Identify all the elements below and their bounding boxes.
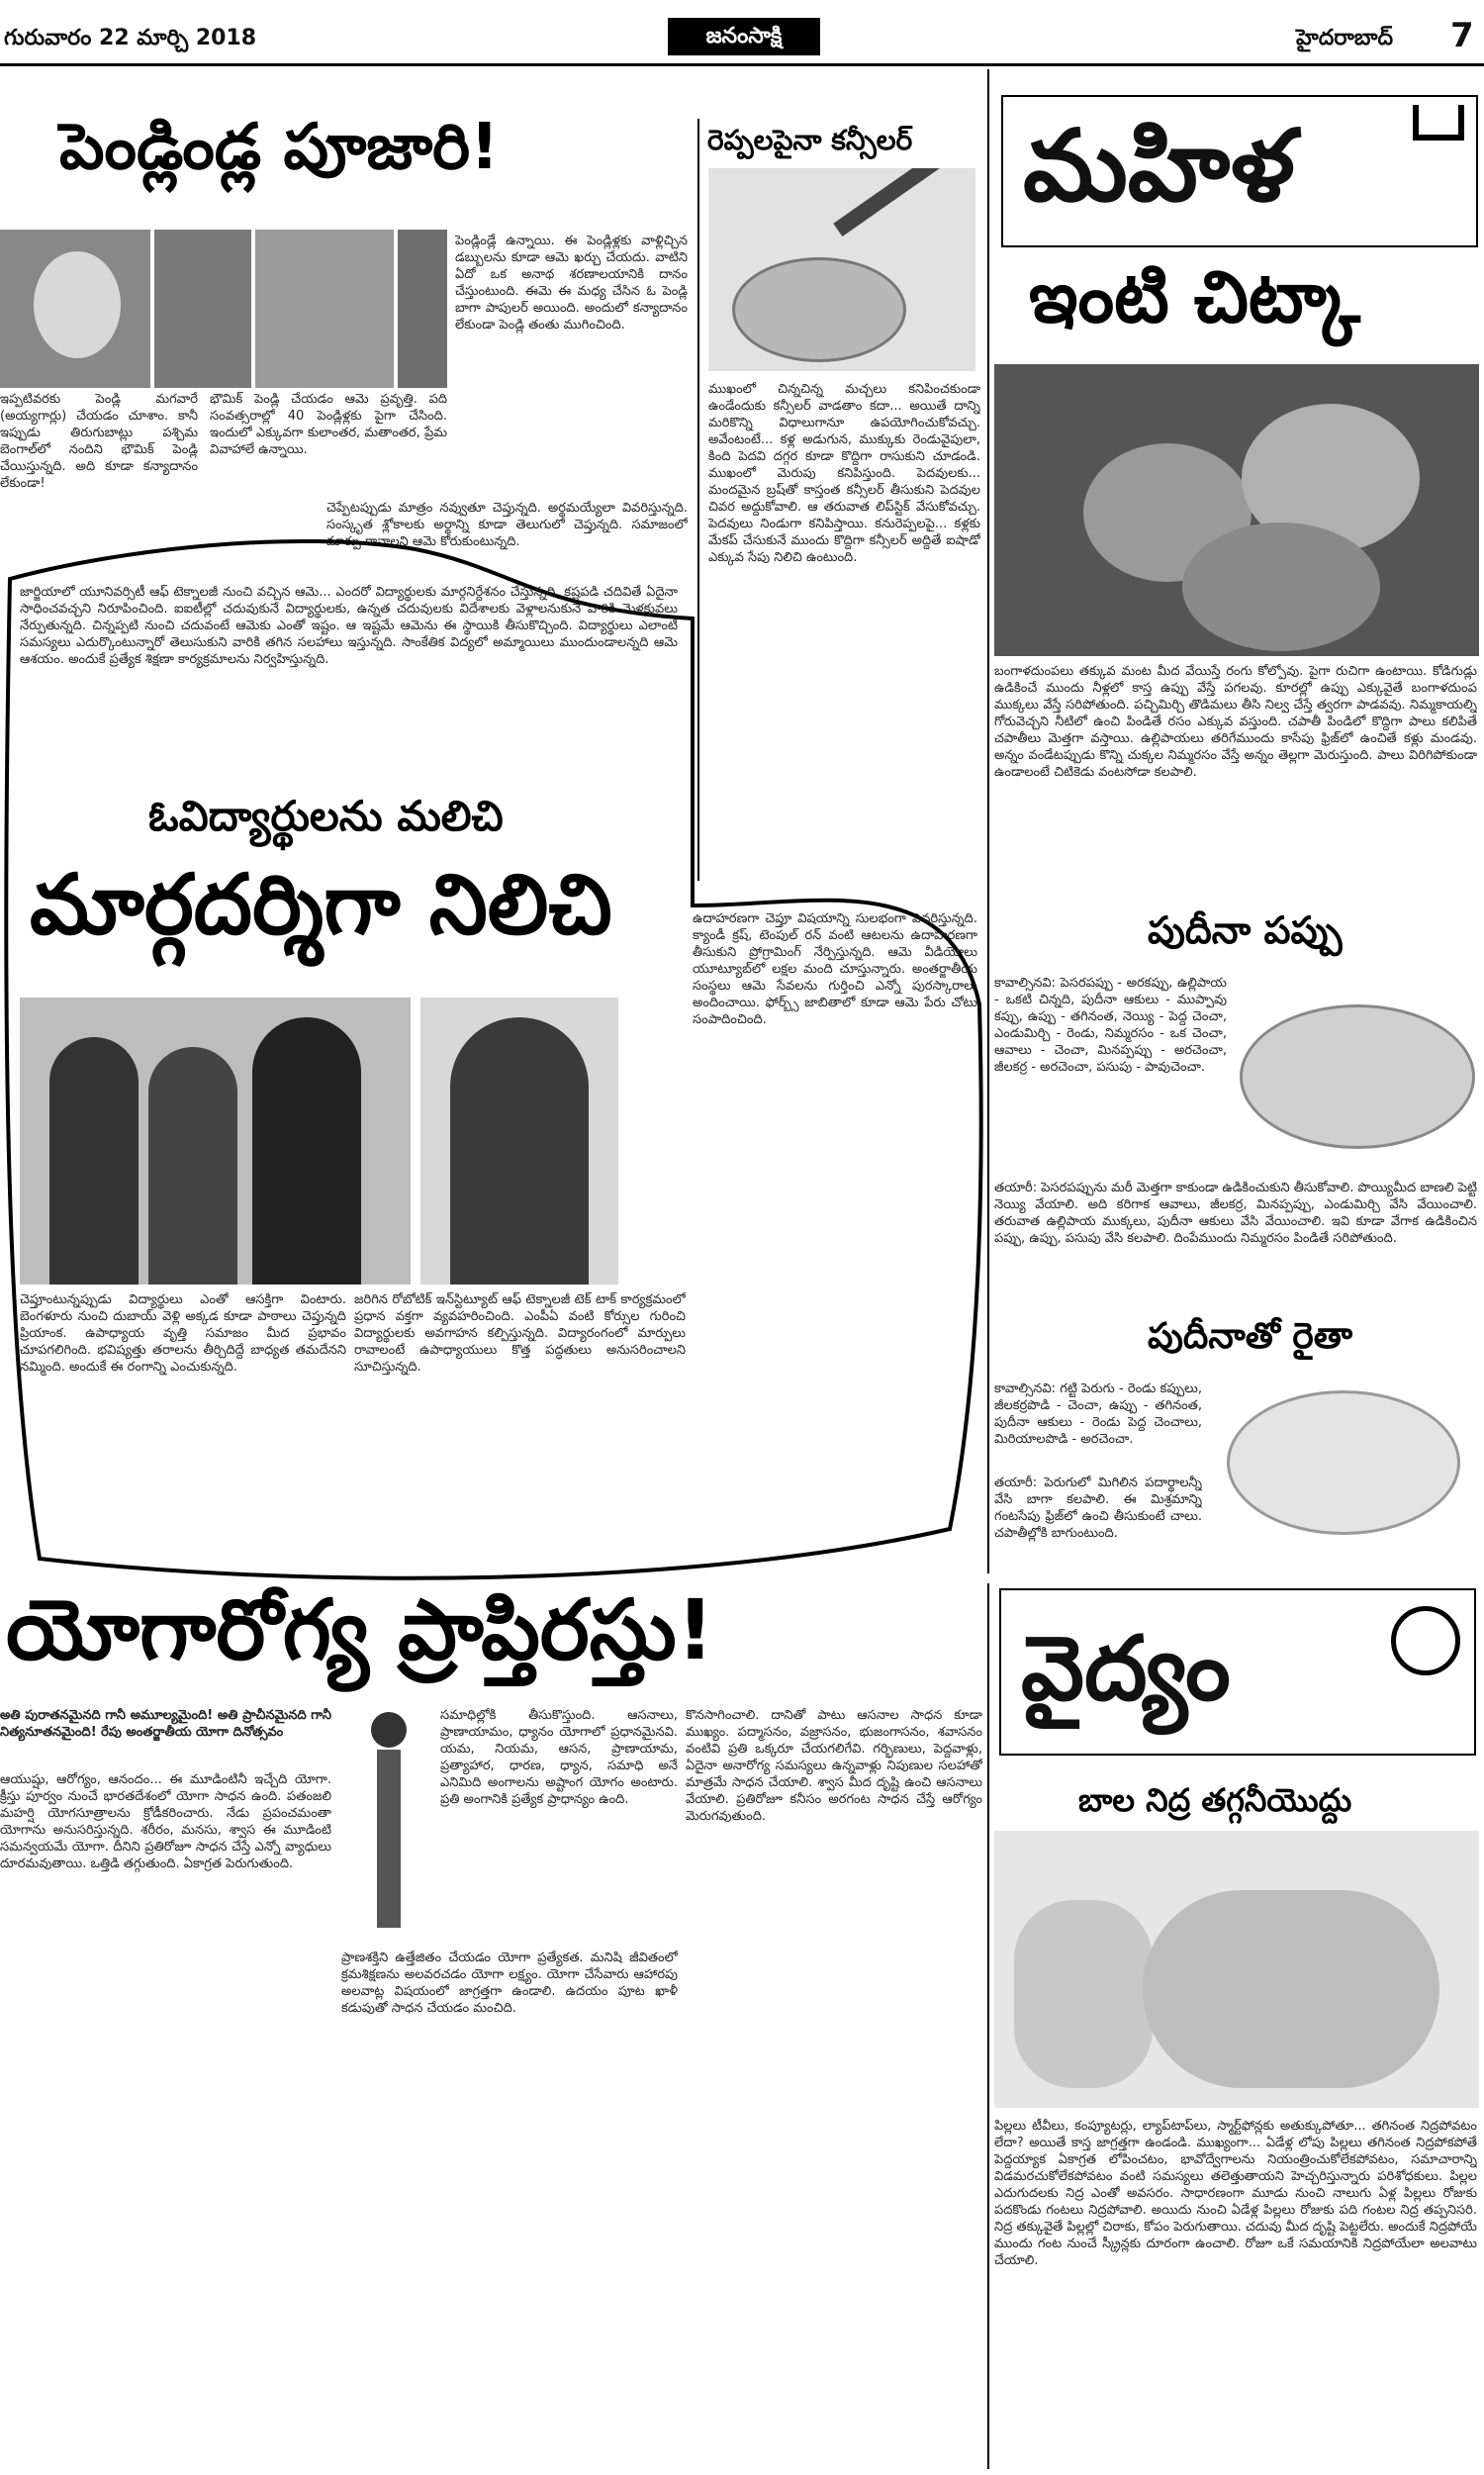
brush-icon bbox=[833, 168, 939, 237]
priyanka-text-bottom-right: జరిగిన రోబోటిక్ ఇన్‌స్టిట్యూట్ ఆఫ్ టెక్నాలజీ టెక్ టాక్ కార్యక్రమంలో ప్రధాన వక్తగా వ్యవహరించింది. ఎంపీఏ వంటి కోర్సుల గురించి విద్యార్థులకు అవగాహన కల్పిస్తున్నది. విద్యారంగంలో మార్పులు రావాలంటే ఉపాధ్యాయులు కొత్త పద్ధతులు అనుసరించాలని సూచిస్తున్నది. bbox=[354, 1292, 686, 1375]
masthead-logo bbox=[668, 18, 820, 55]
mahila-photo-potatoes bbox=[994, 364, 1479, 656]
vaidyam-title: బాల నిద్ర తగ్గనీయొద్దు bbox=[1078, 1781, 1352, 1819]
vaidyam-banner bbox=[999, 1588, 1476, 1756]
yoga-col2b-text: ప్రాణశక్తిని ఉత్తేజితం చేయడం యోగా ప్రత్యేకత. మనిషి జీవితంలో క్రమశిక్షణను అలవరచడం యోగా లక్ష్యం. యోగా చేసేవారు ఆహారపు అలవాట్ల విషయంలో జాగ్రత్తగా ఉండాలి. ఉదయం పూట ఖాళీ కడుపుతో సాధన చేయడం మంచిది. bbox=[341, 1951, 678, 2016]
baby-figure bbox=[1143, 1890, 1439, 2088]
priyanka-text-top: జార్జియాలో యూనివర్సిటీ ఆఫ్ టెక్నాలజీ నుంచి వచ్చిన ఆమె... ఎందరో విద్యార్థులకు మార్గనిర్దేశనం చేస్తున్నది. కష్టపడి చదివితే ఏదైనా సాధించవచ్చని నిరూపించింది. ఐఐటీల్లో చదువుకునే విద్యార్థులకు, ఉన్నత చదువులకు విదేశాలకు వెళ్లాలనుకునే వారికి మెళకువలు నేర్పుతున్నది. చిన్నప్పటి నుంచి చదువంటే ఆమెకు ఎంతో ఇష్టం. ఆ ఇష్టమే ఆమెను ఈ స్థాయికి తీసుకొచ్చింది. విద్యార్థులు ఎలాంటి సమస్యలు ఎదుర్కొంటున్నారో తెలుసుకుని వారికి తగిన సలహాలు ఇస్తున్నది. సాంకేతిక విద్యలో అమ్మాయిలు ముందుండాలన్నది ఆమె ఆశయం. అందుకే ప్రత్యేక శిక్షణా కార్యక్రమాలను నిర్వహిస్తున్నది. bbox=[20, 585, 678, 667]
vaidyam-photo-sleeping-baby bbox=[994, 1831, 1479, 2108]
person-1 bbox=[49, 1037, 139, 1285]
divider-vertical-3 bbox=[987, 1583, 989, 2469]
crown-icon bbox=[1413, 105, 1464, 141]
yoga-col2-text: సమాధిల్లోకి తీసుకొస్తుంది. ఆసనాలు, ప్రాణాయామం, ధ్యానం యోగాలో ప్రధానమైనవి. యమ, నియమ, ఆసన, ప్రాణాయామ, ప్రత్యాహార, ధారణ, ధ్యాన, సమాధి అనే ఎనిమిది అంగాలను అష్టాంగ యోగం అంటారు. ప్రతి అంగానికి ప్రత్యేక ప్రాధాన్యం ఉంది. bbox=[440, 1708, 678, 1807]
concealer-photo bbox=[708, 168, 975, 371]
edition-city: హైదరాబాద్ bbox=[1296, 26, 1393, 50]
pujari-col4-text: చెప్పేటప్పుడు మాత్రం నవ్వుతూ చెప్తున్నది. అర్థమయ్యేలా వివరిస్తున్నది. సంస్కృత శ్లోకాలకు అర్థాన్ని కూడా తెలుగులో చెప్తున్నది. సమాజంలో మార్పు రావాలని ఆమె కోరుకుంటున్నది. bbox=[326, 501, 688, 549]
pujari-col2-text: పెండ్లిండ్లే ఉన్నాయి. ఈ పెండ్లిళ్లకు వాళ్లిచ్చిన డబ్బులను కూడా ఆమె ఖర్చు చేయదు. వాటిని ఏదో ఒక అనాథ శరణాలయానికి దానం చేస్తుంటుంది. ఈమె ఈ మధ్య చేసిన ఓ పెండ్లి బాగా పాపులర్ అయింది. అందులో కన్యాదానం లేకుండా పెండ్లి తంతు ముగించింది. bbox=[455, 234, 688, 333]
raita-method: తయారీ: పెరుగులో మిగిలిన పదార్థాలన్నీ వేసి బాగా కలపాలి. ఈ మిశ్రమాన్ని గంటసేపు ఫ్రిజ్‌లో ఉంచి తీసుకుంటే చాలు. చపాతీల్లోకి బాగుంటుంది. bbox=[994, 1475, 1202, 1541]
priyanka-kicker: ఓవిద్యార్థులను మలిచి bbox=[148, 792, 504, 840]
priyanka-text-right: ఉదాహరణగా చెప్తూ విషయాన్ని సులభంగా వివరిస్తున్నది. క్యాండీ క్రష్, టెంపుల్ రన్ వంటి ఆటలను ఉదాహరణగా తీసుకుని ప్రోగ్రామింగ్ నేర్పిస్తున్నది. ఆమె వీడియోలు యూట్యూబ్‌లో లక్షల మంది చూస్తున్నారు. అంతర్జాతీయ సంస్థలు ఆమె సేవలను గుర్తించి ఎన్నో పురస్కారాలు అందించాయి. ఫోర్బ్స్ జాబితాలో కూడా ఆమె పేరు చోటు సంపాదించింది. bbox=[693, 911, 977, 1027]
priyanka-text-bottom-left: చెప్తూంటున్నప్పుడు విద్యార్థులు ఎంతో ఆసక్తిగా వింటారు. బెంగళూరు నుంచి దుబాయ్ వెళ్లి అక్కడ కూడా పాఠాలు చెప్తున్నది ప్రియాంక. ఉపాధ్యాయ వృత్తి సమాజం మీద ప్రభావం చూపగలిగింది. భవిష్యత్తు తరాలను తీర్చిదిద్దే బాధ్యత తమదేనని నమ్మింది. అందుకే ఈ రంగాన్ని ఎంచుకున్నది. bbox=[20, 1292, 346, 1375]
teddy-bear bbox=[1014, 1900, 1153, 2088]
potato-3 bbox=[1182, 523, 1380, 651]
pujari-photo-ceremony-2 bbox=[255, 230, 394, 388]
yoga-pose-figure bbox=[371, 1712, 407, 1748]
issue-date: గురువారం 22 మార్చి 2018 bbox=[4, 26, 257, 50]
raita-photo bbox=[1207, 1371, 1474, 1549]
yoga-pose-body bbox=[377, 1750, 401, 1928]
portrait-person bbox=[450, 1017, 589, 1285]
concealer-pot bbox=[732, 257, 906, 362]
concealer-text: ముఖంలో చిన్నచిన్న మచ్చలు కనిపించకుండా ఉండేందుకు కన్సీలర్ వాడతాం కదా... అయితే దాన్ని మరికొన్ని విధాలుగానూ ఉపయోగించుకోవచ్చు. అవేంటంటే... కళ్ల అడుగున, ముక్కుకు రెండువైపులా, కింది పెదవి దగ్గర కూడా కొద్దిగా రాసుకుని చూడండి. ముఖంలో మెరుపు కనిపిస్తుంది. పెదవులకు... మందమైన బ్రష్‌తో కాస్తంత కన్సీలర్ తీసుకుని పెదవుల చివర అద్దుకోవాలి. ఆ తరువాత లిప్‌స్టిక్ వేసుకోవచ్చు. పెదవులు నిండుగా కనిపిస్తాయి. కనురెప్పలపై... కళ్లకు మేకప్ చేసుకునే ముందు కొద్దిగా కన్సీలర్ అద్దితే ఐషాడో ఎక్కువ సేపు నిలిచి ఉంటుంది. bbox=[708, 382, 980, 565]
yoga-title: యోగారోగ్య ప్రాప్తిరస్తు! bbox=[6, 1581, 714, 1678]
yoga-photo bbox=[341, 1702, 435, 1940]
raita-ingredients: కావాల్సినవి: గట్టి పెరుగు - రెండు కప్పులు, జీలకర్రపొడి - చెంచా, ఉప్పు - తగినంత, పుదీనా ఆకులు - రెండు పెద్ద చెంచాలు, మిరియాలపొడి - అరచెంచా. bbox=[994, 1381, 1202, 1447]
priyanka-photo-group bbox=[20, 998, 411, 1285]
pujari-col3-text: భౌమిక్ పెండ్లి చేయడం ఆమె ప్రవృత్తి. పది సంవత్సరాల్లో 40 పెండ్లిళ్లకు పైగా చేసింది. ఇందులో ఎక్కువగా కులాంతర, మతాంతర, ప్రేమ వివాహాలే ఉన్నాయి. bbox=[210, 392, 447, 457]
priyanka-photo-portrait bbox=[420, 998, 618, 1285]
header-rule bbox=[0, 63, 1484, 66]
page-number: 7 bbox=[1450, 16, 1474, 55]
mahila-subtitle: ఇంటి చిట్కా bbox=[1029, 255, 1360, 338]
masthead-name: జనంసాక్షి bbox=[705, 24, 783, 48]
pappu-photo bbox=[1232, 975, 1479, 1173]
yoga-intro: అతి పురాతనమైనది గానీ అమూల్యమైంది! అతి ప్రాచీనమైనది గానీ నిత్యనూతనమైంది! రేపు అంతర్జాతీయ యోగా దినోత్సవం bbox=[0, 1708, 331, 1740]
raita-bowl bbox=[1227, 1390, 1460, 1535]
vaidyam-banner-text: వైద్యం bbox=[1021, 1617, 1231, 1721]
pappu-title: పుదీనా పప్పు bbox=[1148, 908, 1343, 952]
stethoscope-icon bbox=[1391, 1606, 1460, 1675]
pappu-method: తయారీ: పెసరపప్పును మరీ మెత్తగా కాకుండా ఉడికించుకుని తీసుకోవాలి. పొయ్యిమీద బాణలి పెట్టి నెయ్యి వేయాలి. అది కరిగాక ఆవాలు, జీలకర్ర, మినప్పప్పు, ఎండుమిర్చి వేసి వేయించాలి. తరువాత ఉల్లిపాయ ముక్కలు, పుదీనా ఆకులు వేసి వేయించాలి. ఇవి కూడా వేగాక ఉడికించిన పప్పు, ఉప్పు, పసుపు వేసి కలపాలి. దింపేముందు నిమ్మరసం పిండితే సరిపోతుంది. bbox=[994, 1181, 1477, 1246]
person-3 bbox=[252, 1017, 361, 1285]
pujari-photo-portrait bbox=[0, 230, 150, 388]
pappu-ingredients: కావాల్సినవి: పెసరపప్పు - అరకప్పు, ఉల్లిపాయ - ఒకటి చిన్నది, పుదీనా ఆకులు - ముప్పావు కప్పు, ఉప్పు - తగినంత, నెయ్యి - పెద్ద చెంచా, ఎండుమిర్చి - రెండు, నిమ్మరసం - ఒక చెంచా, ఆవాలు - చెంచా, మినప్పప్పు - అరచెంచా, జీలకర్ర - అరచెంచా, పసుపు - పావుచెంచా. bbox=[994, 976, 1227, 1075]
mahila-banner-text: మహిళ bbox=[1023, 108, 1295, 224]
pujari-photo-ceremony-3 bbox=[398, 230, 447, 388]
page-header bbox=[0, 0, 1484, 69]
yoga-col1-text: ఆయుష్షు, ఆరోగ్యం, ఆనందం... ఈ మూడింటినీ ఇచ్చేది యోగా. క్రీస్తు పూర్వం నుంచే భారతదేశంలో యోగా సాధన ఉంది. పతంజలి మహర్షి యోగసూత్రాలను క్రోడీకరించారు. నేడు ప్రపంచమంతా యోగాను అనుసరిస్తున్నది. శరీరం, మనసు, శ్వాస ఈ మూడింటి సమన్వయమే యోగా. దీనిని ప్రతిరోజూ సాధన చేస్తే ఎన్నో వ్యాధులు దూరమవుతాయి. ఒత్తిడి తగ్గుతుంది. ఏకాగ్రత పెరుగుతుంది. bbox=[0, 1772, 331, 1871]
priyanka-title: మార్గదర్శిగా నిలిచి bbox=[30, 856, 612, 953]
pujari-title: పెండ్లిండ్ల పూజారి! bbox=[59, 111, 500, 184]
mahila-tips-text: బంగాళదుంపలు తక్కువ మంట మీద వేయిస్తే రంగు కోల్పోవు. పైగా రుచిగా ఉంటాయి. కోడిగుడ్లు ఉడికించే ముందు నీళ్లలో కాస్త ఉప్పు వేస్తే పగలవు. కూరల్లో ఉప్పు ఎక్కువైతే బంగాళదుంప ముక్కలు వేస్తే సరిపోతుంది. పచ్చిమిర్చి తొడిమలు తీసి నిల్వ చేస్తే త్వరగా పాడవవు. నిమ్మకాయల్ని గోరువెచ్చని నీటిలో ఉంచి పిండితే రసం ఎక్కువ వస్తుంది. చపాతీ పిండిలో కొద్దిగా పాలు కలిపితే చపాతీలు మెత్తగా వస్తాయి. ఉల్లిపాయలు తరిగేముందు కాసేపు ఫ్రిజ్‌లో ఉంచితే కళ్లు మండవు. అన్నం వండేటప్పుడు కొన్ని చుక్కల నిమ్మరసం వేస్తే అన్నం తెల్లగా మెరుస్తుంది. పాలు విరిగిపోకుండా ఉండాలంటే చిటికెడు వంటసోడా కలపాలి. bbox=[994, 664, 1477, 780]
portrait-face bbox=[34, 251, 121, 358]
pujari-photo-ceremony-1 bbox=[154, 230, 251, 388]
pujari-col1-text: ఇప్పటివరకు పెండ్లి మగవారే (అయ్యగార్లు) చేయడం చూశాం. కానీ ఇప్పుడు తిరుగుబాట్లు పశ్చిమ బెంగాల్‌లో నందిని భౌమిక్ పెండ్లి చేయిస్తున్నది. అది కూడా కన్యాదానం లేకుండా! bbox=[0, 392, 198, 490]
mahila-banner bbox=[1001, 95, 1478, 247]
person-2 bbox=[148, 1047, 237, 1285]
raita-title: పుదీనాతో రైతా bbox=[1148, 1316, 1353, 1357]
vaidyam-text: పిల్లలు టీవీలు, కంప్యూటర్లు, ల్యాప్‌టాప్‌లు, స్మార్ట్‌ఫోన్లకు అతుక్కుపోతూ... తగినంత నిద్రపోవటం లేదా? అయితే కాస్త జాగ్రత్తగా ఉండండి. ముఖ్యంగా... ఏడేళ్ల లోపు పిల్లలు తగినంత నిద్రపోకపోతే పెద్దయ్యాక ఏకాగ్రత లోపించటం, భావోద్వేగాలను నియంత్రించుకోలేకపోవటం, సమాచారాన్ని విడమరచుకోలేకపోవటం వంటి సమస్యలు తలెత్తుతాయని హెచ్చరిస్తున్నారు పరిశోధకులు. పిల్లల ఎదుగుదలకు నిద్ర ఎంతో అవసరం. సాధారణంగా మూడు నుంచి నాలుగు ఏళ్ల పిల్లలు రోజుకు పదకొండు గంటలు నిద్రపోవాలి. అయిదు నుంచి ఏడేళ్ల పిల్లలు రోజుకు పది గంటల నిద్ర తప్పనిసరి. నిద్ర తక్కువైతే పిల్లల్లో చిరాకు, కోపం పెరుగుతాయి. చదువు మీద దృష్టి పెట్టలేరు. అందుకే నిద్రపోయే ముందు గంట నుంచే స్క్రీన్లకు దూరంగా ఉంచాలి. రోజూ ఒకే సమయానికి నిద్రపోయేలా అలవాటు చేయాలి. bbox=[994, 2119, 1477, 2268]
pappu-bowl bbox=[1240, 1004, 1475, 1149]
yoga-col3-text: కొనసాగించాలి. దానితో పాటు ఆసనాల సాధన కూడా ముఖ్యం. పద్మాసనం, వజ్రాసనం, భుజంగాసనం, శవాసనం వంటివి ప్రతి ఒక్కరూ చేయగలిగేవి. గర్భిణులు, పెద్దవాళ్లు, ఏదైనా అనారోగ్య సమస్యలు ఉన్నవాళ్లు నిపుణుల సలహాతో మాత్రమే సాధన చేయాలి. శ్వాస మీద దృష్టి ఉంచి ఆసనాలు వేయాలి. ప్రతిరోజూ కనీసం అరగంట సాధన చేస్తే ఆరోగ్యం మెరుగవుతుంది. bbox=[686, 1708, 982, 1824]
concealer-title: రెప్పలపైనా కన్సీలర్ bbox=[707, 124, 913, 156]
